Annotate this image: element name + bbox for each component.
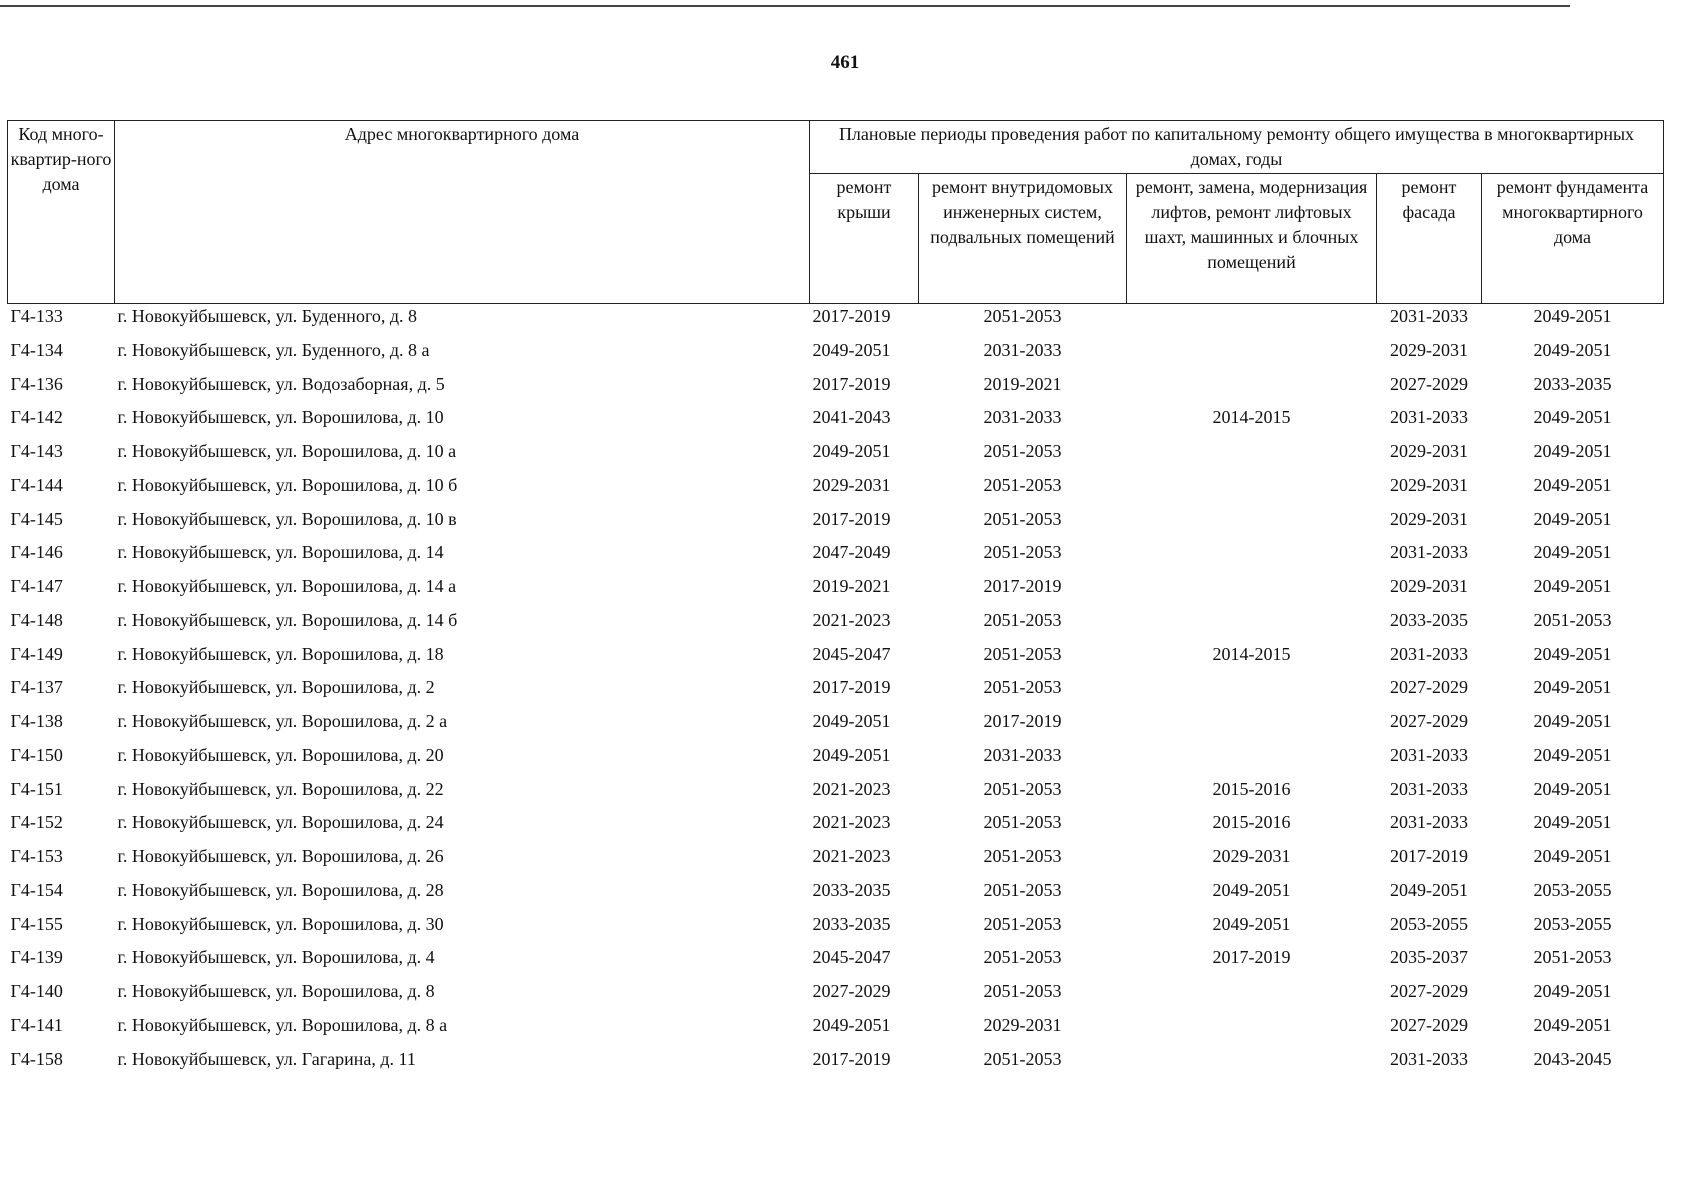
cell-address: г. Новокуйбышевск, ул. Ворошилова, д. 2 bbox=[117, 677, 435, 698]
cell-foundation: 2049-2051 bbox=[1533, 643, 1612, 664]
header-lifts: ремонт, замена, модернизация лифтов, ремонт лифтовых шахт, машинных и блочных помещений bbox=[1127, 174, 1377, 304]
cell-roof: 2027-2029 bbox=[812, 981, 891, 1001]
cell-facade: 2027-2029 bbox=[1390, 677, 1468, 698]
table-row bbox=[8, 1047, 1664, 1081]
cell-address: г. Новокуйбышевск, ул. Буденного, д. 8 а bbox=[117, 339, 430, 360]
cell-facade: 2053-2055 bbox=[1390, 913, 1468, 934]
header-periods-group: Плановые периоды проведения работ по капитальному ремонту общего имущества в многоквартирных домах, годы bbox=[810, 121, 1664, 174]
cell-code: Г4-150 bbox=[10, 744, 63, 765]
cell-address: г. Новокуйбышевск, ул. Ворошилова, д. 28 bbox=[117, 879, 444, 900]
cell-lifts bbox=[1127, 979, 1377, 1013]
cell-address: г. Новокуйбышевск, ул. Ворошилова, д. 24 bbox=[117, 812, 444, 833]
cell-lifts bbox=[1127, 743, 1377, 777]
table-row bbox=[8, 743, 1664, 777]
cell-engineering: 2051-2053 bbox=[983, 441, 1062, 461]
cell-code: Г4-144 bbox=[10, 474, 63, 495]
cell-roof: 2021-2023 bbox=[812, 778, 891, 799]
header-code: Код много-квартир-ного дома bbox=[8, 121, 115, 304]
cell-code: Г4-148 bbox=[10, 609, 63, 630]
cell-lifts bbox=[1127, 507, 1377, 541]
cell-lifts bbox=[1127, 372, 1377, 406]
table-row bbox=[8, 405, 1664, 439]
cell-engineering: 2017-2019 bbox=[983, 711, 1062, 731]
cell-code: Г4-138 bbox=[10, 711, 63, 731]
cell-engineering: 2051-2053 bbox=[983, 643, 1062, 664]
cell-lifts: 2014-2015 bbox=[1212, 643, 1291, 664]
cell-engineering: 2051-2053 bbox=[983, 609, 1062, 630]
table-row bbox=[8, 338, 1664, 372]
cell-foundation: 2049-2051 bbox=[1533, 981, 1612, 1001]
cell-lifts bbox=[1127, 338, 1377, 372]
cell-roof: 2021-2023 bbox=[812, 846, 891, 866]
cell-lifts bbox=[1127, 1047, 1377, 1081]
cell-foundation: 2049-2051 bbox=[1533, 711, 1612, 731]
cell-foundation: 2049-2051 bbox=[1533, 778, 1612, 799]
cell-foundation: 2049-2051 bbox=[1533, 576, 1612, 596]
cell-facade: 2031-2033 bbox=[1390, 407, 1468, 428]
cell-address: г. Новокуйбышевск, ул. Ворошилова, д. 30 bbox=[117, 913, 444, 934]
cell-lifts: 2049-2051 bbox=[1212, 913, 1291, 934]
cell-facade: 2029-2031 bbox=[1390, 339, 1468, 360]
cell-foundation: 2049-2051 bbox=[1533, 441, 1612, 461]
cell-facade: 2035-2037 bbox=[1390, 947, 1468, 968]
cell-address: г. Новокуйбышевск, ул. Ворошилова, д. 2 а bbox=[117, 711, 448, 731]
cell-foundation: 2043-2045 bbox=[1533, 1048, 1612, 1069]
cell-code: Г4-149 bbox=[10, 643, 63, 664]
cell-engineering: 2051-2053 bbox=[983, 879, 1062, 900]
cell-roof: 2049-2051 bbox=[812, 339, 891, 360]
cell-facade: 2031-2033 bbox=[1390, 778, 1468, 799]
cell-roof: 2017-2019 bbox=[812, 306, 891, 326]
table-row bbox=[8, 439, 1664, 473]
cell-roof: 2021-2023 bbox=[812, 812, 891, 833]
cell-address: г. Новокуйбышевск, ул. Ворошилова, д. 14 б bbox=[117, 609, 458, 630]
cell-engineering: 2051-2053 bbox=[983, 508, 1062, 529]
cell-engineering: 2017-2019 bbox=[983, 576, 1062, 596]
cell-roof: 2017-2019 bbox=[812, 508, 891, 529]
cell-roof: 2049-2051 bbox=[812, 1014, 891, 1035]
cell-code: Г4-155 bbox=[10, 913, 63, 934]
cell-roof: 2041-2043 bbox=[812, 407, 891, 428]
cell-foundation: 2049-2051 bbox=[1533, 474, 1612, 495]
cell-roof: 2045-2047 bbox=[812, 947, 891, 968]
cell-address: г. Новокуйбышевск, ул. Ворошилова, д. 10 bbox=[117, 407, 444, 428]
cell-engineering: 2051-2053 bbox=[983, 677, 1062, 698]
cell-address: г. Новокуйбышевск, ул. Ворошилова, д. 4 bbox=[117, 947, 435, 968]
cell-foundation: 2049-2051 bbox=[1533, 339, 1612, 360]
cell-roof: 2029-2031 bbox=[812, 474, 891, 495]
cell-engineering: 2029-2031 bbox=[983, 1014, 1062, 1035]
cell-engineering: 2019-2021 bbox=[983, 373, 1062, 394]
cell-facade: 2031-2033 bbox=[1390, 1048, 1468, 1069]
cell-code: Г4-137 bbox=[10, 677, 63, 698]
cell-lifts bbox=[1127, 709, 1377, 743]
cell-address: г. Новокуйбышевск, ул. Ворошилова, д. 10 а bbox=[117, 441, 457, 461]
cell-address: г. Новокуйбышевск, ул. Ворошилова, д. 22 bbox=[117, 778, 444, 799]
cell-code: Г4-140 bbox=[10, 981, 63, 1001]
cell-foundation: 2049-2051 bbox=[1533, 508, 1612, 529]
table-row bbox=[8, 912, 1664, 946]
cell-facade: 2027-2029 bbox=[1390, 711, 1468, 731]
cell-foundation: 2049-2051 bbox=[1533, 846, 1612, 866]
cell-foundation: 2049-2051 bbox=[1533, 677, 1612, 698]
cell-code: Г4-142 bbox=[10, 407, 63, 428]
cell-lifts: 2017-2019 bbox=[1212, 947, 1291, 968]
cell-facade: 2029-2031 bbox=[1390, 576, 1468, 596]
cell-lifts bbox=[1127, 675, 1377, 709]
cell-facade: 2031-2033 bbox=[1390, 812, 1468, 833]
cell-lifts bbox=[1127, 608, 1377, 642]
table-row bbox=[8, 372, 1664, 406]
table-row bbox=[8, 945, 1664, 979]
cell-lifts: 2049-2051 bbox=[1212, 879, 1291, 900]
cell-roof: 2049-2051 bbox=[812, 441, 891, 461]
cell-address: г. Новокуйбышевск, ул. Ворошилова, д. 26 bbox=[117, 846, 444, 866]
cell-address: г. Новокуйбышевск, ул. Ворошилова, д. 8 а bbox=[117, 1014, 448, 1035]
cell-roof: 2047-2049 bbox=[812, 542, 891, 563]
cell-code: Г4-136 bbox=[10, 373, 63, 394]
header-facade: ремонт фасада bbox=[1377, 174, 1482, 304]
table-body bbox=[8, 304, 1664, 1081]
cell-engineering: 2051-2053 bbox=[983, 846, 1062, 866]
cell-lifts bbox=[1127, 473, 1377, 507]
cell-code: Г4-146 bbox=[10, 542, 63, 563]
cell-facade: 2029-2031 bbox=[1390, 508, 1468, 529]
cell-roof: 2045-2047 bbox=[812, 643, 891, 664]
cell-lifts bbox=[1127, 439, 1377, 473]
table-row bbox=[8, 608, 1664, 642]
repair-schedule-table bbox=[7, 120, 1664, 1080]
cell-facade: 2027-2029 bbox=[1390, 981, 1468, 1001]
cell-roof: 2017-2019 bbox=[812, 373, 891, 394]
cell-foundation: 2053-2055 bbox=[1533, 879, 1612, 900]
cell-foundation: 2049-2051 bbox=[1533, 812, 1612, 833]
cell-roof: 2017-2019 bbox=[812, 677, 891, 698]
cell-engineering: 2051-2053 bbox=[983, 913, 1062, 934]
header-roof: ремонт крыши bbox=[810, 174, 919, 304]
cell-code: Г4-143 bbox=[10, 441, 63, 461]
table-row bbox=[8, 574, 1664, 608]
table-row bbox=[8, 473, 1664, 507]
cell-facade: 2031-2033 bbox=[1390, 643, 1468, 664]
cell-foundation: 2049-2051 bbox=[1533, 1014, 1612, 1035]
cell-code: Г4-158 bbox=[10, 1048, 63, 1069]
cell-code: Г4-153 bbox=[10, 846, 63, 866]
cell-code: Г4-145 bbox=[10, 508, 63, 529]
cell-lifts bbox=[1127, 574, 1377, 608]
table-row bbox=[8, 878, 1664, 912]
cell-engineering: 2031-2033 bbox=[983, 339, 1062, 360]
cell-address: г. Новокуйбышевск, ул. Ворошилова, д. 18 bbox=[117, 643, 444, 664]
cell-facade: 2031-2033 bbox=[1390, 744, 1468, 765]
cell-code: Г4-134 bbox=[10, 339, 63, 360]
cell-address: г. Новокуйбышевск, ул. Гагарина, д. 11 bbox=[117, 1048, 416, 1069]
cell-roof: 2049-2051 bbox=[812, 744, 891, 765]
cell-foundation: 2051-2053 bbox=[1533, 947, 1612, 968]
table-row bbox=[8, 540, 1664, 574]
cell-facade: 2033-2035 bbox=[1390, 609, 1468, 630]
cell-foundation: 2053-2055 bbox=[1533, 913, 1612, 934]
cell-code: Г4-154 bbox=[10, 879, 63, 900]
table-row bbox=[8, 507, 1664, 541]
cell-facade: 2029-2031 bbox=[1390, 474, 1468, 495]
cell-engineering: 2051-2053 bbox=[983, 947, 1062, 968]
cell-foundation: 2049-2051 bbox=[1533, 542, 1612, 563]
header-engineering: ремонт внутридомовых инженерных систем, подвальных помещений bbox=[919, 174, 1127, 304]
cell-roof: 2021-2023 bbox=[812, 609, 891, 630]
cell-facade: 2027-2029 bbox=[1390, 1014, 1468, 1035]
cell-address: г. Новокуйбышевск, ул. Ворошилова, д. 8 bbox=[117, 981, 435, 1001]
table-row bbox=[8, 304, 1664, 338]
cell-code: Г4-139 bbox=[10, 947, 63, 968]
cell-roof: 2019-2021 bbox=[812, 576, 891, 596]
cell-roof: 2033-2035 bbox=[812, 913, 891, 934]
table-row bbox=[8, 709, 1664, 743]
cell-engineering: 2051-2053 bbox=[983, 542, 1062, 563]
cell-address: г. Новокуйбышевск, ул. Ворошилова, д. 14 bbox=[117, 542, 444, 563]
cell-lifts: 2014-2015 bbox=[1212, 407, 1291, 428]
cell-address: г. Новокуйбышевск, ул. Буденного, д. 8 bbox=[117, 306, 418, 326]
cell-engineering: 2051-2053 bbox=[983, 981, 1062, 1001]
table-row bbox=[8, 810, 1664, 844]
cell-engineering: 2051-2053 bbox=[983, 778, 1062, 799]
cell-code: Г4-141 bbox=[10, 1014, 63, 1035]
cell-facade: 2031-2033 bbox=[1390, 542, 1468, 563]
cell-facade: 2017-2019 bbox=[1390, 846, 1468, 866]
cell-roof: 2017-2019 bbox=[812, 1048, 891, 1069]
table-row bbox=[8, 1013, 1664, 1047]
cell-foundation: 2051-2053 bbox=[1533, 609, 1612, 630]
header-address: Адрес многоквартирного дома bbox=[115, 121, 810, 304]
cell-address: г. Новокуйбышевск, ул. Ворошилова, д. 10 в bbox=[117, 508, 457, 529]
cell-roof: 2049-2051 bbox=[812, 711, 891, 731]
header-foundation: ремонт фундамента многоквартирного дома bbox=[1482, 174, 1664, 304]
cell-code: Г4-152 bbox=[10, 812, 63, 833]
table-row bbox=[8, 844, 1664, 878]
cell-address: г. Новокуйбышевск, ул. Ворошилова, д. 14 а bbox=[117, 576, 457, 596]
top-rule bbox=[0, 5, 1570, 7]
cell-code: Г4-151 bbox=[10, 778, 63, 799]
cell-engineering: 2051-2053 bbox=[983, 812, 1062, 833]
cell-facade: 2027-2029 bbox=[1390, 373, 1468, 394]
cell-foundation: 2049-2051 bbox=[1533, 407, 1612, 428]
cell-engineering: 2051-2053 bbox=[983, 474, 1062, 495]
cell-lifts bbox=[1127, 1013, 1377, 1047]
cell-engineering: 2031-2033 bbox=[983, 407, 1062, 428]
cell-lifts: 2015-2016 bbox=[1212, 812, 1291, 833]
cell-lifts bbox=[1127, 540, 1377, 574]
cell-engineering: 2051-2053 bbox=[983, 306, 1062, 326]
table-row bbox=[8, 979, 1664, 1013]
cell-foundation: 2049-2051 bbox=[1533, 744, 1612, 765]
table-header bbox=[8, 121, 1664, 304]
cell-lifts bbox=[1127, 304, 1377, 338]
cell-code: Г4-133 bbox=[10, 306, 63, 326]
table-row bbox=[8, 777, 1664, 811]
cell-address: г. Новокуйбышевск, ул. Ворошилова, д. 10 б bbox=[117, 474, 458, 495]
cell-address: г. Новокуйбышевск, ул. Водозаборная, д. 5 bbox=[117, 373, 445, 394]
cell-facade: 2049-2051 bbox=[1390, 879, 1468, 900]
cell-foundation: 2033-2035 bbox=[1533, 373, 1612, 394]
cell-facade: 2031-2033 bbox=[1390, 306, 1468, 326]
cell-lifts: 2015-2016 bbox=[1212, 778, 1291, 799]
cell-foundation: 2049-2051 bbox=[1533, 306, 1612, 326]
cell-engineering: 2031-2033 bbox=[983, 744, 1062, 765]
cell-roof: 2033-2035 bbox=[812, 879, 891, 900]
cell-code: Г4-147 bbox=[10, 576, 63, 596]
cell-engineering: 2051-2053 bbox=[983, 1048, 1062, 1069]
table-row bbox=[8, 675, 1664, 709]
cell-facade: 2029-2031 bbox=[1390, 441, 1468, 461]
table-row bbox=[8, 642, 1664, 676]
cell-lifts: 2029-2031 bbox=[1212, 846, 1291, 866]
page-number: 461 bbox=[830, 52, 860, 73]
cell-address: г. Новокуйбышевск, ул. Ворошилова, д. 20 bbox=[117, 744, 444, 765]
